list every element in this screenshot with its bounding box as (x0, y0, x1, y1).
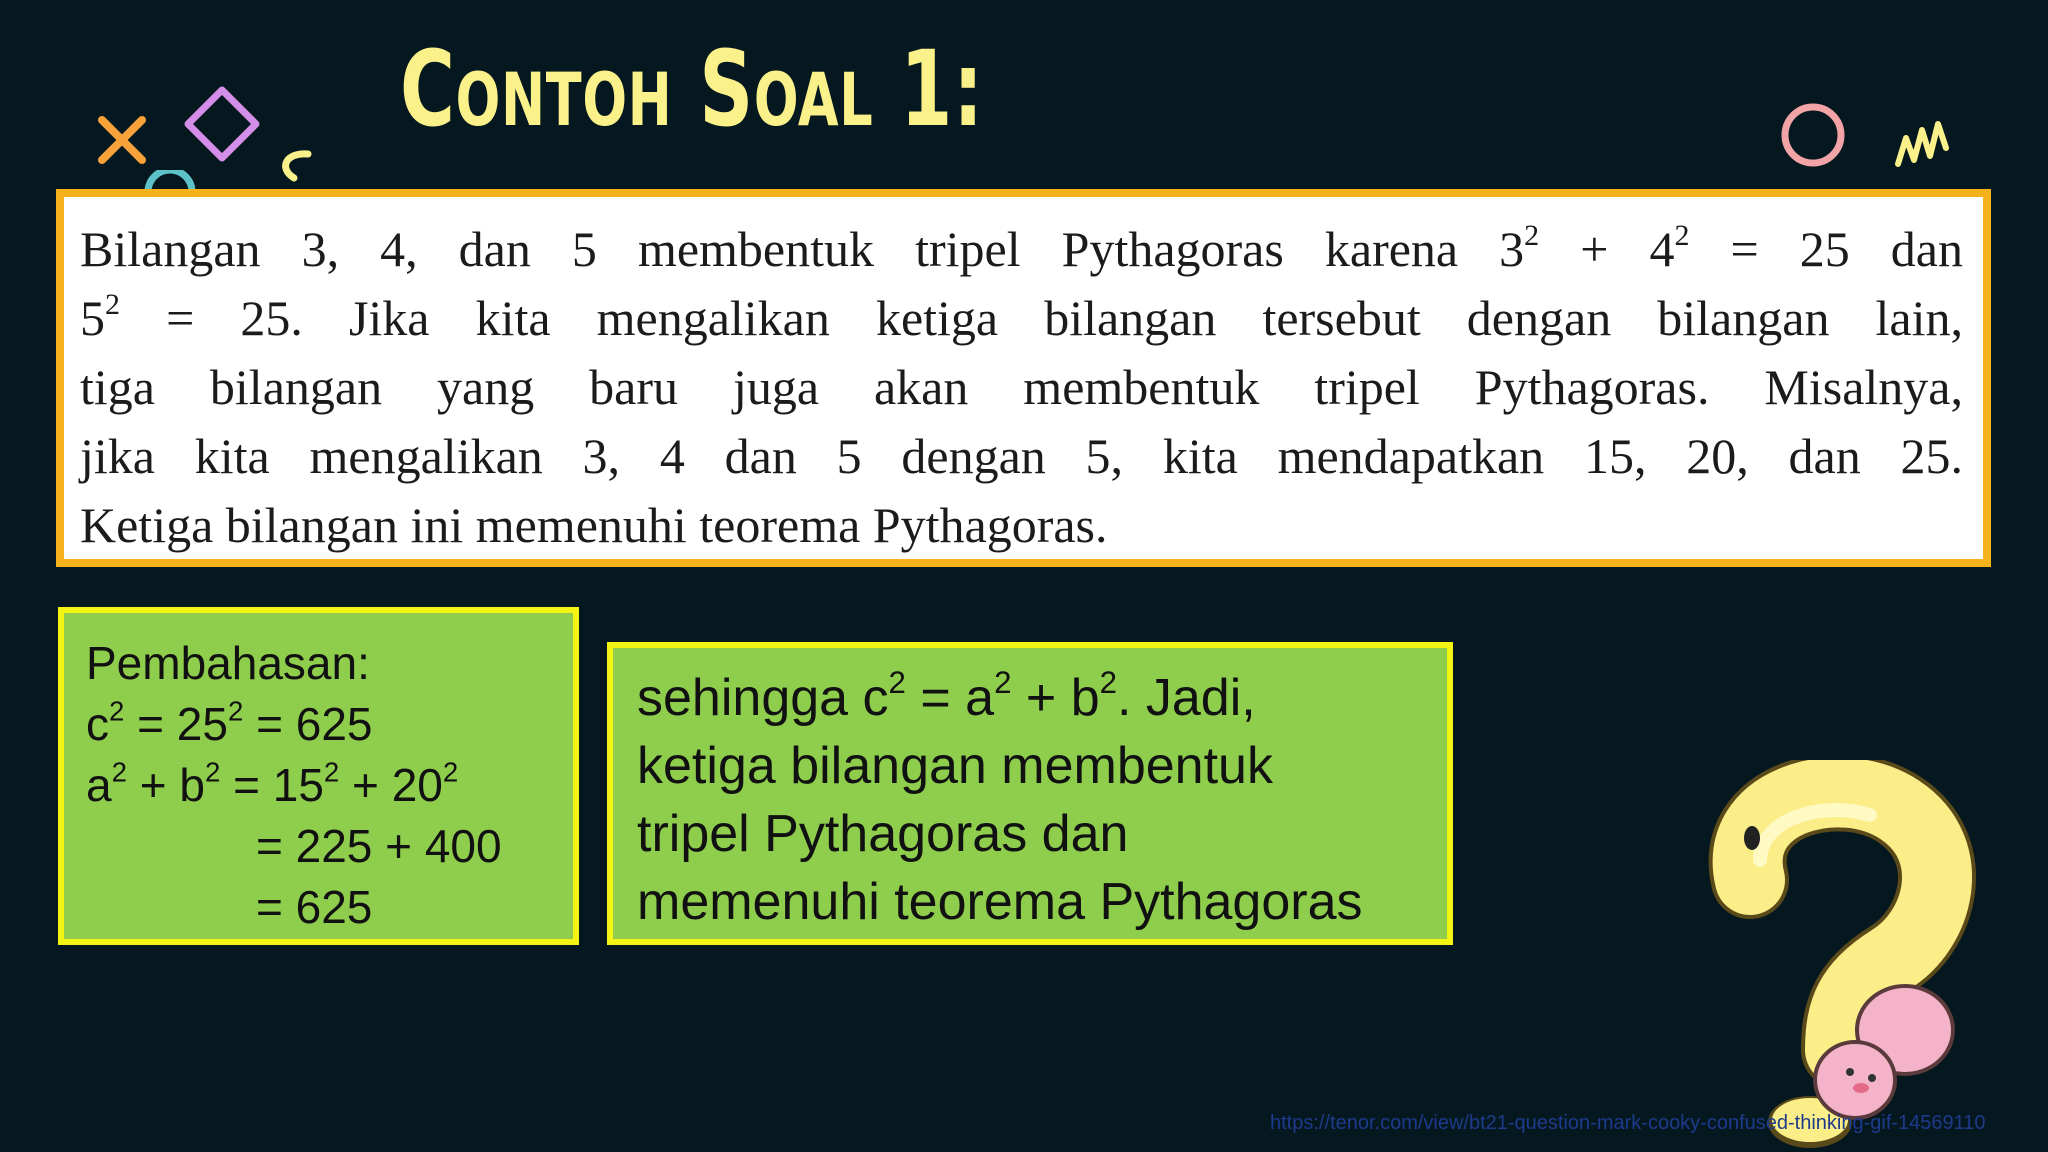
diamond-icon (180, 82, 264, 166)
cross-icon (96, 114, 148, 166)
conclusion-line: sehingga $c^2 = a^2 + b^2$. Jadi, (637, 665, 1256, 727)
problem-line: tiga bilangan yang baru juga akan membentuk tripel Pythagoras. Misalnya, (80, 359, 1963, 415)
problem-line: jika kita mengalikan 3, 4 dan 5 dengan 5, kita mendapatkan 15, 20, dan 25. (80, 428, 1963, 484)
problem-line: Ketiga bilangan ini memenuhi teorema Pythagoras. (80, 497, 1108, 553)
squiggle-icon (1892, 110, 1956, 170)
squiggle-icon (272, 148, 316, 192)
image-credit-link[interactable]: https://tenor.com/view/bt21-question-mark-cooky-confused-thinking-gif-14569110 (1270, 1112, 1986, 1134)
problem-text-box (56, 189, 1991, 567)
solution-heading: Pembahasan: (86, 637, 370, 689)
conclusion-line: memenuhi teorema Pythagoras (637, 873, 1363, 931)
problem-line: $5^2 = 25$. Jika kita mengalikan ketiga bilangan tersebut dengan bilangan lain, (80, 288, 1963, 346)
solution-line: = 625 (256, 881, 373, 933)
problem-line: Bilangan 3, 4, dan 5 membentuk tripel Pythagoras karena $3^2 + 4^2 = 25$ dan (80, 219, 1963, 277)
conclusion-box (607, 642, 1453, 945)
slide-title: Contoh Soal 1: (400, 28, 984, 150)
question-mark-sticker (1690, 760, 1990, 1150)
conclusion-line: tripel Pythagoras dan (637, 805, 1129, 863)
solution-line: $a^2 + b^2 = 15^2 + 20^2$ (86, 756, 459, 811)
solution-line: $c^2 = 25^2 = 625$ (86, 695, 373, 750)
conclusion-line: ketiga bilangan membentuk (637, 737, 1273, 795)
circle-icon (1776, 98, 1850, 172)
solution-box (58, 607, 579, 945)
solution-line: = 225 + 400 (256, 820, 502, 872)
